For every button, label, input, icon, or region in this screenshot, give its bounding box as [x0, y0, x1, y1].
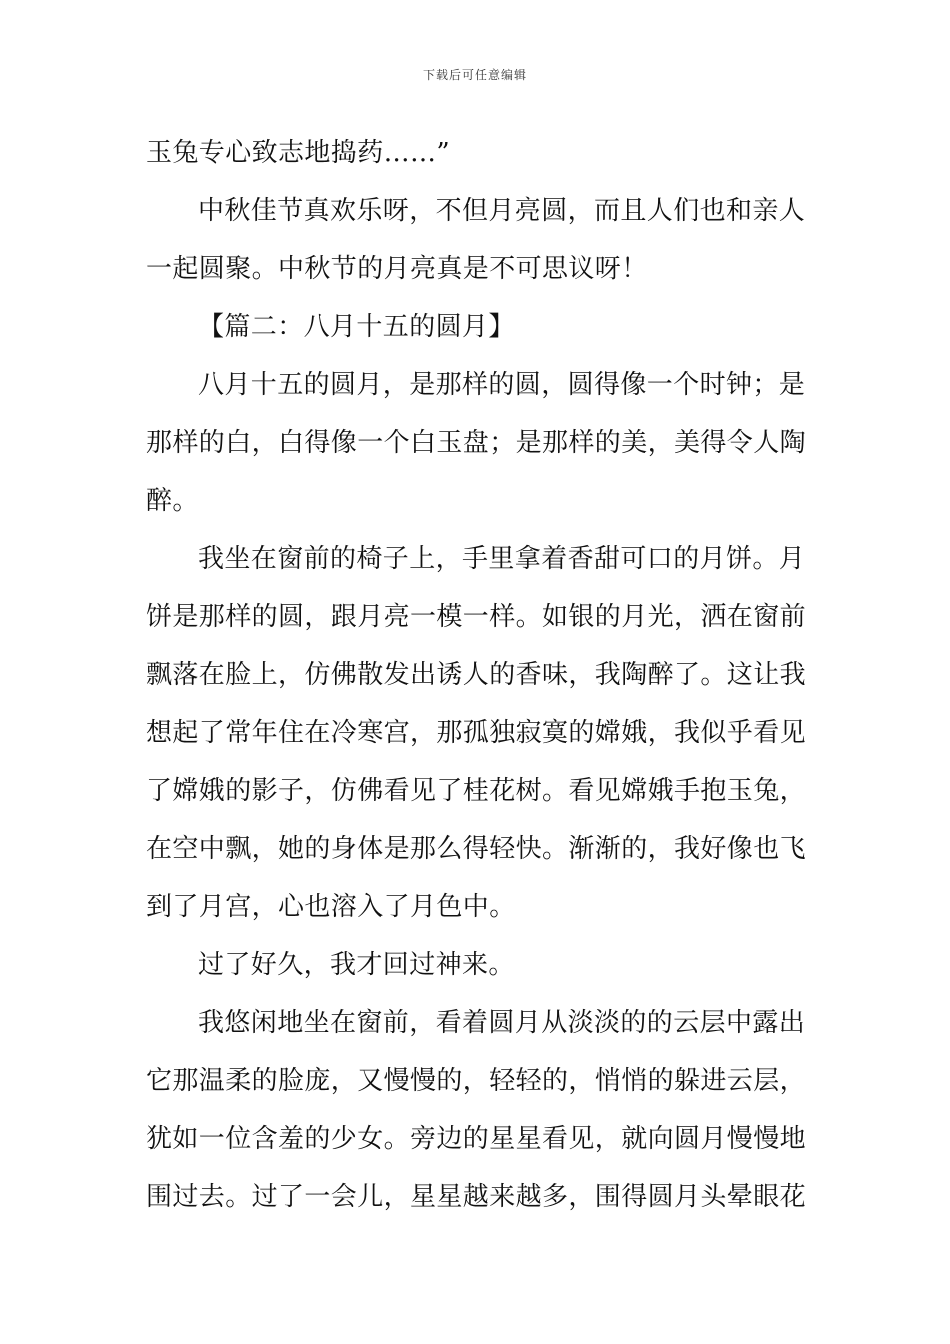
text-line: 飘落在脸上，仿佛散发出诱人的香味，我陶醉了。这让我 — [146, 660, 807, 690]
text-line: 饼是那样的圆，跟月亮一模一样。如银的月光，洒在窗前 — [146, 602, 807, 632]
text-line: 了嫦娥的影子，仿佛看见了桂花树。看见嫦娥手抱玉兔， — [146, 776, 807, 806]
section-heading: 【篇二：八月十五的圆月】 — [198, 312, 515, 342]
text-line: 我坐在窗前的椅子上，手里拿着香甜可口的月饼。月 — [198, 544, 806, 574]
text-line: 到了月宫，心也溶入了月色中。 — [146, 892, 516, 922]
text-line: 过了好久，我才回过神来。 — [198, 950, 515, 980]
text-line: 醉。 — [146, 486, 199, 516]
text-line: 一起圆聚。中秋节的月亮真是不可思议呀！ — [146, 254, 648, 284]
text-line: 围过去。过了一会儿，星星越来越多，围得圆月头晕眼花 — [146, 1182, 807, 1212]
text-line: 那样的白，白得像一个白玉盘；是那样的美，美得令人陶 — [146, 428, 807, 458]
document-body — [146, 124, 808, 1226]
text-line: 想起了常年住在冷寒宫，那孤独寂寞的嫦娥，我似乎看见 — [146, 718, 807, 748]
text-line: 我悠闲地坐在窗前，看着圆月从淡淡的的云层中露出 — [198, 1008, 806, 1038]
text-line: 在空中飘，她的身体是那么得轻快。渐渐的，我好像也飞 — [146, 834, 807, 864]
page-header: 下载后可任意编辑 — [422, 68, 527, 82]
text-line: 玉兔专心致志地捣药……” — [146, 138, 451, 168]
text-line: 八月十五的圆月，是那样的圆，圆得像一个时钟；是 — [198, 370, 806, 400]
text-line: 它那温柔的脸庞，又慢慢的，轻轻的，悄悄的躲进云层， — [146, 1066, 807, 1096]
text-line: 中秋佳节真欢乐呀，不但月亮圆，而且人们也和亲人 — [198, 196, 806, 226]
text-line: 犹如一位含羞的少女。旁边的星星看见，就向圆月慢慢地 — [146, 1124, 807, 1154]
